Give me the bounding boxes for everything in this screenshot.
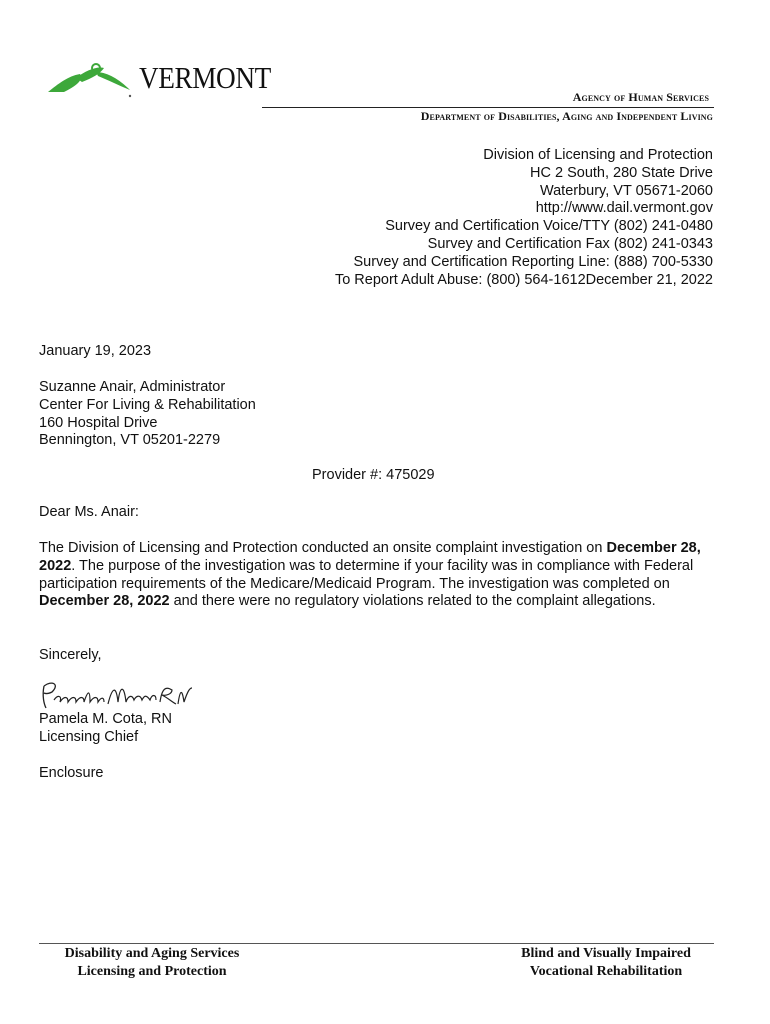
recipient-address	[39, 379, 256, 450]
agency-name: Agency of Human Services	[572, 90, 709, 104]
body-text: and there were no regulatory violations related to the complaint allegations.	[169, 593, 656, 610]
website-link[interactable]: http://www.dail.vermont.gov	[535, 200, 713, 217]
letterhead-divider	[262, 107, 714, 108]
letter-date: January 19, 2023	[39, 343, 152, 359]
department-name: Department of Disabilities, Aging and Independent Living	[420, 109, 713, 123]
recipient-line: Suzanne Anair, Administrator	[39, 379, 226, 395]
footer-divider	[39, 943, 714, 944]
footer-line: Disability and Aging Services	[64, 946, 240, 961]
address-line: HC 2 South, 280 State Drive	[530, 164, 713, 181]
vermont-logo	[46, 60, 286, 100]
footer-left-block	[46, 945, 258, 980]
signer-block	[39, 711, 172, 747]
logo-wordmark: VERMONT	[139, 60, 271, 95]
footer-line: Licensing and Protection	[77, 963, 227, 979]
enclosure-note: Enclosure	[39, 765, 104, 781]
address-line: Waterbury, VT 05671-2060	[539, 182, 713, 199]
address-line: Survey and Certification Fax (802) 241-0343	[427, 235, 713, 252]
footer-line: Blind and Visually Impaired	[521, 946, 691, 961]
signer-name: Pamela M. Cota, RN	[39, 711, 172, 727]
address-line: Division of Licensing and Protection	[483, 147, 713, 163]
recipient-line: 160 Hospital Drive	[39, 414, 158, 431]
completion-date: December 28, 2022	[39, 593, 170, 610]
address-line: Survey and Certification Voice/TTY (802) 241-0480	[385, 218, 713, 235]
body-text: . The purpose of the investigation was to determine if your facility was in compliance with Federal participation requirements of the Medicare/Medicaid Program. The investigation was completed on	[39, 557, 694, 592]
address-line: Survey and Certification Reporting Line: (888) 700-5330	[353, 253, 713, 270]
recipient-line: Center For Living & Rehabilitation	[39, 396, 256, 413]
investigation-date: December 28, 2022	[39, 540, 701, 574]
division-address-block	[335, 147, 713, 289]
closing: Sincerely,	[39, 647, 102, 663]
signer-title: Licensing Chief	[39, 728, 139, 745]
body-text: The Division of Licensing and Protection conducted an onsite complaint investigation on	[39, 540, 607, 556]
vermont-mountain-logo-icon	[46, 62, 138, 98]
body-paragraph	[39, 540, 719, 611]
address-line: To Report Adult Abuse: (800) 564-1612December 21, 2022	[334, 271, 713, 288]
salutation: Dear Ms. Anair:	[39, 504, 139, 520]
recipient-line: Bennington, VT 05201-2279	[39, 432, 221, 449]
provider-number: Provider #: 475029	[312, 467, 435, 483]
handwritten-signature	[38, 676, 198, 714]
footer-line: Vocational Rehabilitation	[529, 963, 683, 979]
footer-right-block	[500, 945, 712, 980]
